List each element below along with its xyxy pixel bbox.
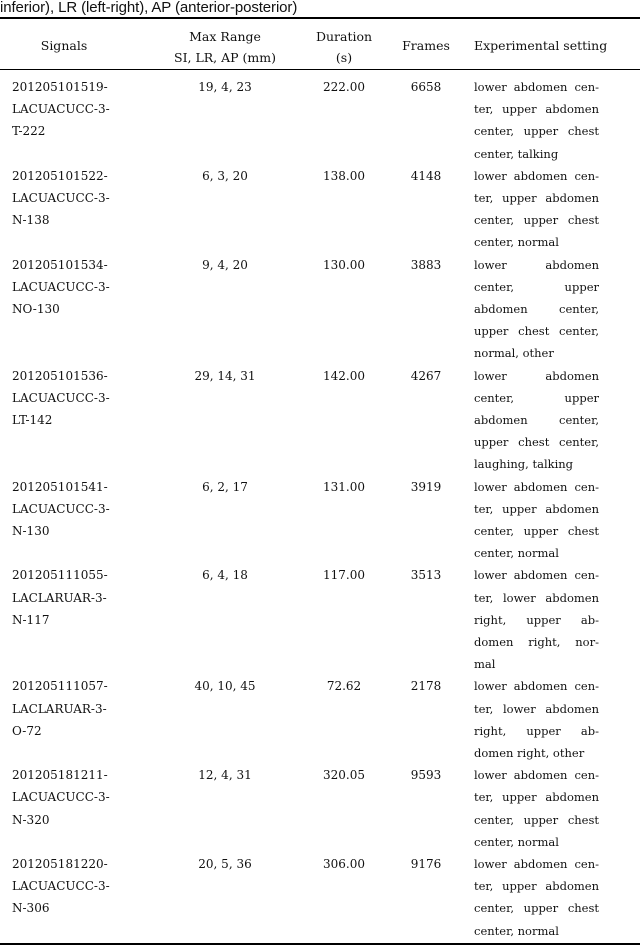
setting-line: center, upper chest <box>474 213 599 228</box>
signal-line: LACUACUCC-3- <box>12 279 110 294</box>
signal-line: 201205101522- <box>12 168 108 183</box>
signal-line: 201205101536- <box>12 368 108 383</box>
frames-cell: 6658 <box>410 80 442 94</box>
setting-line: center, upper <box>474 279 599 294</box>
frames-cell: 9176 <box>410 856 442 871</box>
setting-line: lower abdomen cen- <box>474 568 599 583</box>
setting-line: abdomen center, <box>474 302 599 316</box>
max-range-cell: 6, 2, 17 <box>202 479 248 494</box>
signal-cell <box>12 165 142 232</box>
setting-line: center, upper <box>474 390 599 405</box>
setting-line: ter, upper abdomen <box>474 102 599 117</box>
header-frames-label: Frames <box>402 38 450 53</box>
frames-cell: 9593 <box>410 768 442 783</box>
frames-cell: 3883 <box>410 257 442 272</box>
setting-line: lower abdomen <box>474 257 599 272</box>
frames-cell: 4148 <box>410 168 442 183</box>
header-setting-label: Experimental setting <box>474 38 608 53</box>
setting-line: center, upper chest <box>474 524 599 538</box>
setting-line: center, normal <box>474 834 559 849</box>
signal-cell <box>12 76 142 143</box>
setting-line: lower abdomen cen- <box>474 479 599 494</box>
frames-cell: 3919 <box>410 479 442 494</box>
setting-line: domen right, other <box>474 746 585 760</box>
table-row <box>0 76 640 165</box>
duration-cell: 306.00 <box>323 856 365 871</box>
signal-line: 201205181211- <box>12 768 108 783</box>
duration-cell: 142.00 <box>323 368 365 383</box>
experimental-setting-cell <box>474 675 599 764</box>
duration-cell: 138.00 <box>323 168 365 183</box>
signal-cell <box>12 254 142 321</box>
max-range-cell: 20, 5, 36 <box>198 856 252 871</box>
signal-line: 201205101519- <box>12 80 108 94</box>
signal-line: LACUACUCC-3- <box>12 501 110 516</box>
max-range-cell: 29, 14, 31 <box>194 368 256 383</box>
signal-line: N-306 <box>12 901 50 916</box>
header-max-range <box>150 26 300 68</box>
setting-line: right, upper ab- <box>474 612 599 627</box>
frames-cell: 2178 <box>410 679 442 694</box>
table-bottom-rule <box>0 943 640 945</box>
setting-line: lower abdomen cen- <box>474 80 599 94</box>
signal-line: LACLARUAR-3- <box>12 701 107 716</box>
header-signals <box>0 35 128 56</box>
table-top-rule <box>0 17 640 19</box>
setting-line: center, normal <box>474 923 559 938</box>
table-row <box>0 764 640 853</box>
setting-line: ter, upper abdomen <box>474 501 599 516</box>
frames-cell: 4267 <box>410 368 442 383</box>
experimental-setting-cell <box>474 165 599 254</box>
frames-cell: 3513 <box>410 568 442 583</box>
header-frames <box>390 35 462 56</box>
setting-line: ter, upper abdomen <box>474 879 599 894</box>
duration-cell: 117.00 <box>323 568 365 583</box>
setting-line: ter, upper abdomen <box>474 790 599 805</box>
experimental-setting-cell <box>474 853 599 942</box>
signal-line: LACLARUAR-3- <box>12 590 107 605</box>
table-row <box>0 254 640 365</box>
duration-cell: 320.05 <box>323 768 365 783</box>
header-duration-line1: Duration <box>315 29 373 44</box>
signal-line: N-320 <box>12 812 50 827</box>
table-row <box>0 675 640 764</box>
signal-line: LACUACUCC-3- <box>12 102 110 117</box>
experimental-setting-cell <box>474 254 599 365</box>
signal-line: LACUACUCC-3- <box>12 191 110 205</box>
table-header-rule <box>0 69 640 70</box>
signal-line: 201205101541- <box>12 479 108 494</box>
setting-line: lower abdomen <box>474 368 599 383</box>
setting-line: normal, other <box>474 346 554 361</box>
setting-line: ter, lower abdomen <box>474 701 599 716</box>
signal-line: O-72 <box>12 723 42 738</box>
table-row <box>0 564 640 675</box>
signal-line: N-130 <box>12 524 50 538</box>
setting-line: center, upper chest <box>474 812 599 827</box>
setting-line: lower abdomen cen- <box>474 679 599 694</box>
duration-cell: 222.00 <box>323 80 365 94</box>
table-row <box>0 476 640 565</box>
max-range-cell: 19, 4, 23 <box>198 80 252 94</box>
signal-line: T-222 <box>12 124 46 139</box>
duration-cell: 130.00 <box>323 257 365 272</box>
signal-line: N-117 <box>12 612 50 627</box>
duration-cell: 72.62 <box>326 679 362 694</box>
setting-line: center, upper chest <box>474 124 599 139</box>
header-experimental-setting <box>468 35 640 56</box>
setting-line: center, normal <box>474 235 559 250</box>
table-body <box>0 76 640 942</box>
setting-line: abdomen center, <box>474 413 599 427</box>
signal-line: LACUACUCC-3- <box>12 790 110 805</box>
setting-line: right, upper ab- <box>474 723 599 738</box>
setting-line: upper chest center, <box>474 324 599 339</box>
signal-line: NO-130 <box>12 302 60 316</box>
duration-cell: 131.00 <box>323 479 365 494</box>
setting-line: upper chest center, <box>474 435 599 450</box>
header-max-range-line2: SI, LR, AP (mm) <box>174 50 276 65</box>
max-range-cell: 40, 10, 45 <box>194 679 256 694</box>
experimental-setting-cell <box>474 564 599 675</box>
max-range-cell: 6, 3, 20 <box>202 168 248 183</box>
max-range-cell: 6, 4, 18 <box>202 568 248 583</box>
table-row <box>0 853 640 942</box>
signal-line: LT-142 <box>12 413 53 427</box>
caption-text: inferior), LR (left-right), AP (anterior-posterior) <box>0 0 298 16</box>
setting-line: center, upper chest <box>474 901 599 916</box>
header-signals-label: Signals <box>40 38 88 53</box>
experimental-setting-cell <box>474 764 599 853</box>
setting-line: lower abdomen cen- <box>474 768 599 783</box>
signal-line: 201205111055- <box>12 568 108 583</box>
signal-cell <box>12 365 142 432</box>
setting-line: lower abdomen cen- <box>474 856 599 871</box>
header-max-range-line1: Max Range <box>189 29 261 44</box>
setting-line: ter, upper abdomen <box>474 191 599 205</box>
header-duration <box>304 26 384 68</box>
signal-line: LACUACUCC-3- <box>12 390 110 405</box>
setting-line: lower abdomen cen- <box>474 168 599 183</box>
table-row <box>0 165 640 254</box>
setting-line: domen right, nor- <box>474 635 599 649</box>
experimental-setting-cell <box>474 476 599 565</box>
signal-cell <box>12 675 142 742</box>
signal-cell <box>12 564 142 631</box>
setting-line: laughing, talking <box>474 457 574 472</box>
signal-line: 201205101534- <box>12 257 108 272</box>
signal-cell <box>12 853 142 920</box>
setting-line: mal <box>474 657 496 672</box>
header-duration-line2: (s) <box>335 50 353 65</box>
setting-line: ter, lower abdomen <box>474 590 599 605</box>
experimental-setting-cell <box>474 76 599 165</box>
max-range-cell: 9, 4, 20 <box>202 257 248 272</box>
max-range-cell: 12, 4, 31 <box>198 768 252 783</box>
signal-cell <box>12 764 142 831</box>
setting-line: center, normal <box>474 546 559 561</box>
signal-line: 201205181220- <box>12 856 108 871</box>
table-row <box>0 365 640 476</box>
experimental-setting-cell <box>474 365 599 476</box>
setting-line: center, talking <box>474 146 559 161</box>
signal-line: N-138 <box>12 213 50 228</box>
signal-line: 201205111057- <box>12 679 108 694</box>
signal-line: LACUACUCC-3- <box>12 879 110 894</box>
signal-cell <box>12 476 142 543</box>
